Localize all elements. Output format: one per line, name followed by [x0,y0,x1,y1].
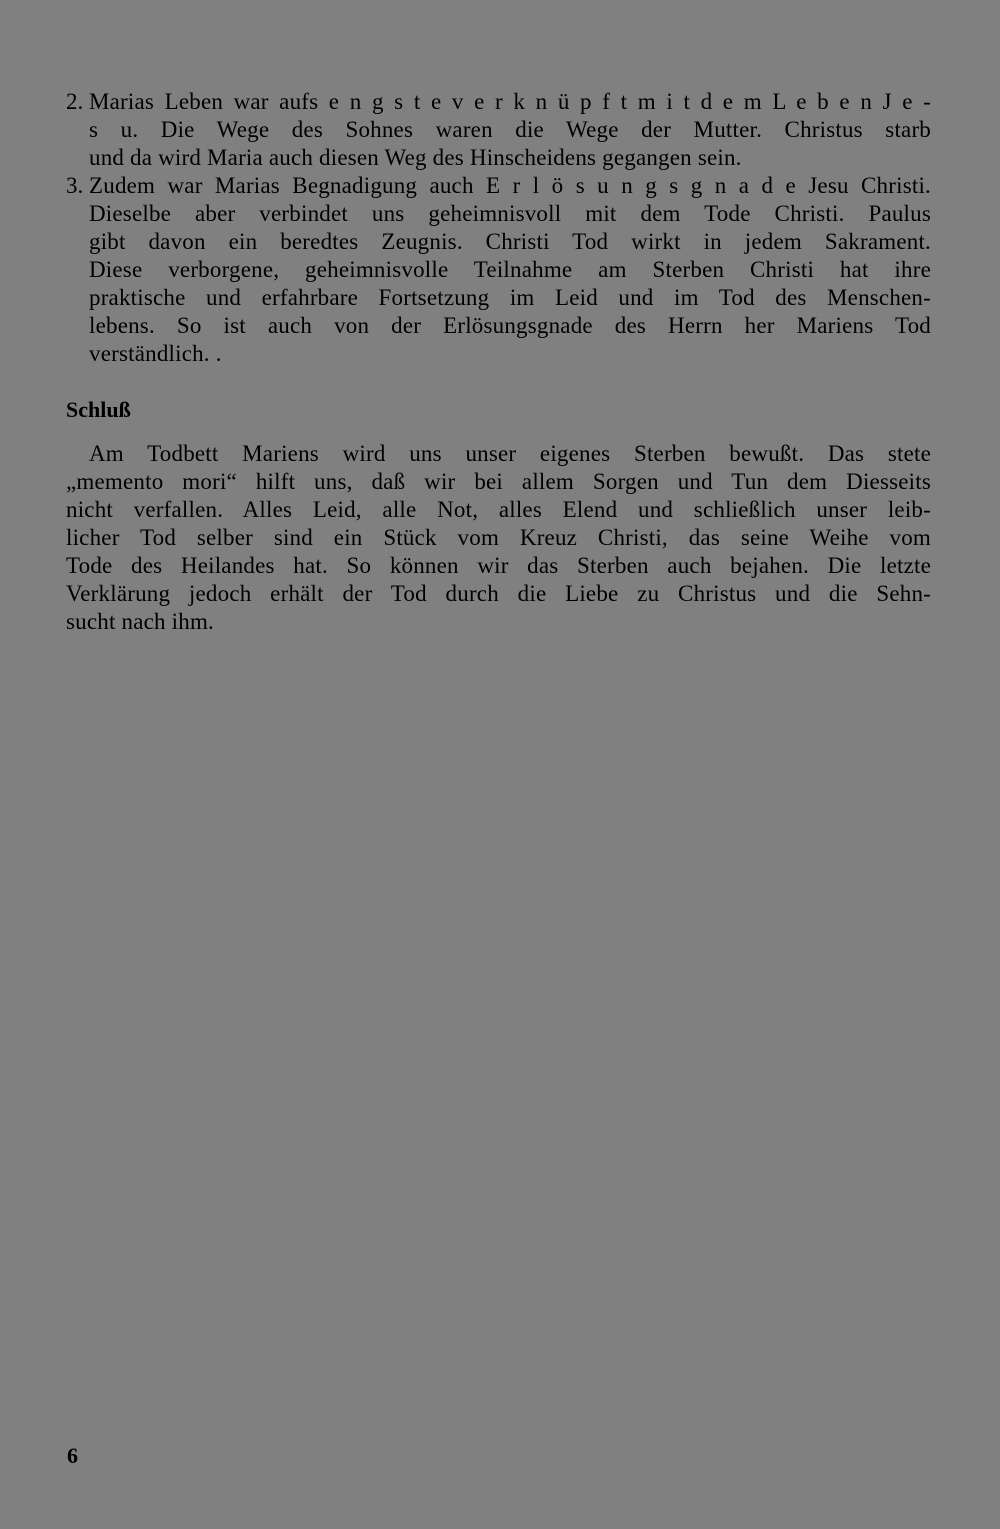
conclusion-line-6: Verklärung jedoch erhält der Tod durch die Liebe zu Christus und die Sehn- [66,581,931,606]
conclusion-line-5: Tode des Heilandes hat. So können wir das Sterben auch bejahen. Die letzte [66,553,931,578]
item-3-line-1: Zudem war Marias Begnadigung auch E r l ö s u n g s g n a d e Jesu Christi. [89,173,931,198]
conclusion-line-1: Am Todbett Mariens wird uns unser eigenes Sterben bewußt. Das stete [89,441,931,466]
item-3-line-2: Dieselbe aber verbindet uns geheimnisvoll mit dem Tode Christi. Paulus [89,201,931,226]
item-3-line-7: verständlich. . [89,341,222,366]
item-2-line-3: und da wird Maria auch diesen Weg des Hinscheidens gegangen sein. [89,145,742,170]
conclusion-line-4: licher Tod selber sind ein Stück vom Kreuz Christi, das seine Weihe vom [66,525,931,550]
item-2-line-1: Marias Leben war aufs e n g s t e v e r k n ü p f t m i t d e m L e b e n J e - [89,89,931,114]
item-3-line-3: gibt davon ein beredtes Zeugnis. Christi Tod wirkt in jedem Sakrament. [89,229,931,254]
section-heading: Schluß [66,397,131,422]
conclusion-line-2: „memento mori“ hilft uns, daß wir bei allem Sorgen und Tun dem Diesseits [66,469,931,494]
item-number-2: 2. [66,89,84,114]
page-number: 6 [67,1443,78,1468]
item-3-line-4: Diese verborgene, geheimnisvolle Teilnahme am Sterben Christi hat ihre [89,257,931,282]
conclusion-line-3: nicht verfallen. Alles Leid, alle Not, alles Elend und schließlich unser leib- [66,497,931,522]
item-3-line-5: praktische und erfahrbare Fortsetzung im Leid und im Tod des Menschen- [89,285,931,310]
conclusion-line-7: sucht nach ihm. [66,609,214,634]
item-3-line-6: lebens. So ist auch von der Erlösungsgnade des Herrn her Mariens Tod [89,313,931,338]
item-number-3: 3. [66,173,84,198]
item-2-line-2: s u. Die Wege des Sohnes waren die Wege der Mutter. Christus starb [89,117,931,142]
